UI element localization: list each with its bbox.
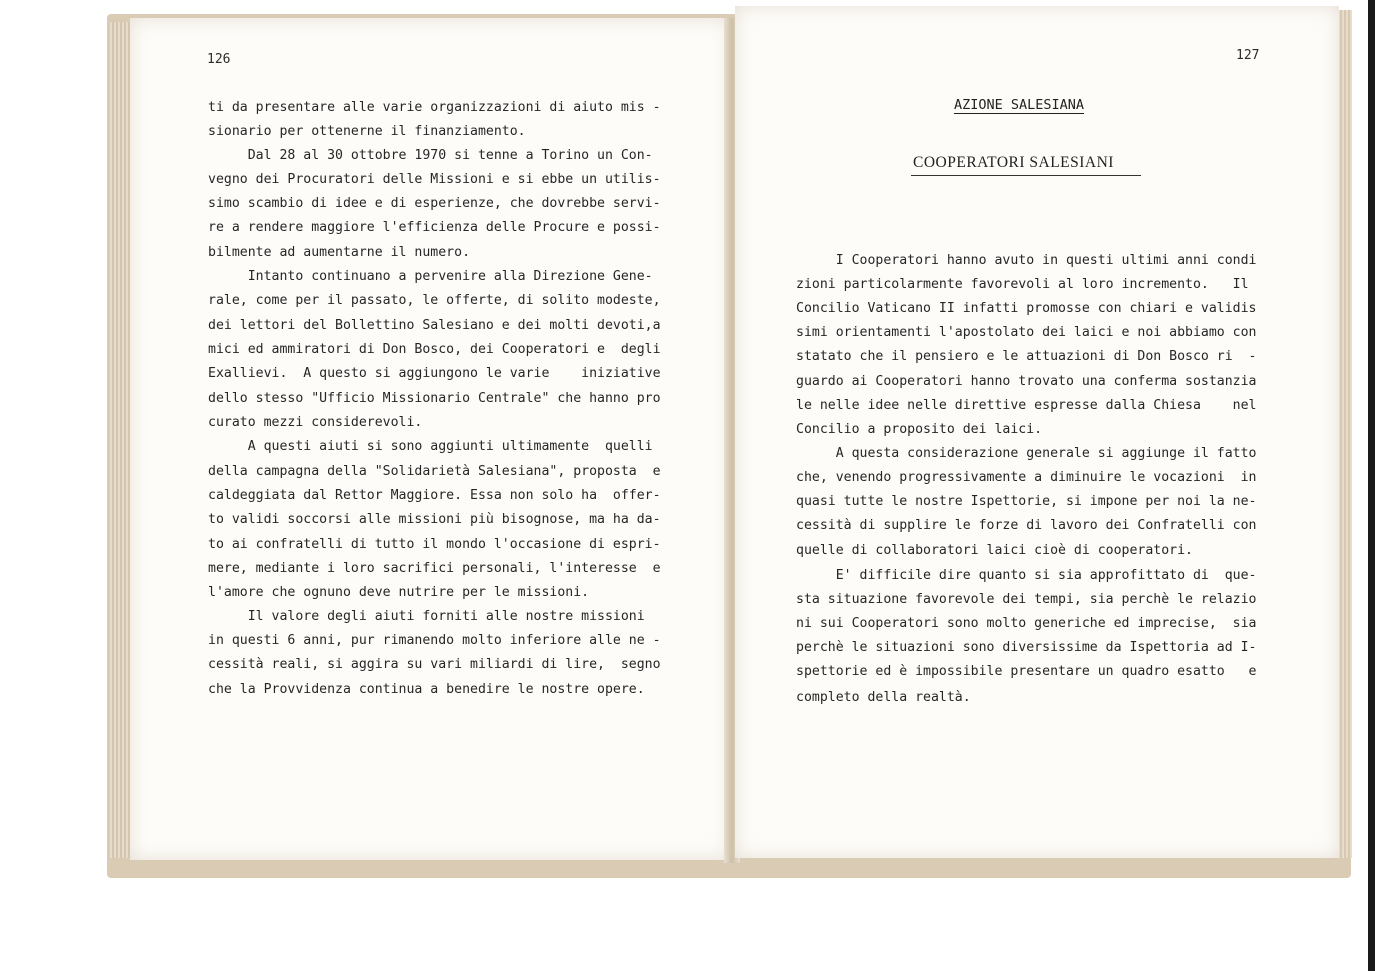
scan-edge (1368, 0, 1375, 971)
left-line-14: curato mezzi considerevoli. (208, 415, 423, 430)
left-line-15: A questi aiuti si sono aggiunti ultimamente quelli (208, 439, 653, 454)
left-line-7: bilmente ad aumentarne il numero. (208, 245, 471, 260)
section-title: AZIONE SALESIANA (954, 97, 1085, 113)
left-page-number: 126 (207, 52, 231, 67)
left-line-18: to validi soccorsi alle missioni più bisognose, ma ha da- (208, 512, 661, 527)
right-page-number: 127 (1236, 48, 1260, 63)
right-line-13: quelle di collaboratori laici cioè di cooperatori. (796, 543, 1193, 558)
right-line-2: zioni particolarmente favorevoli al loro incremento. Il (796, 277, 1249, 292)
left-line-2: sionario per ottenerne il finanziamento. (208, 124, 526, 139)
right-line-9: A questa considerazione generale si aggiunge il fatto (796, 446, 1257, 461)
left-line-10: dei lettori del Bollettino Salesiano e dei molti devoti,a (208, 318, 661, 333)
left-line-11: mici ed ammiratori di Don Bosco, dei Cooperatori e degli (208, 342, 661, 357)
left-line-9: rale, come per il passato, le offerte, di solito modeste, (208, 293, 661, 308)
left-line-21: l'amore che ognuno deve nutrire per le missioni. (208, 585, 590, 600)
right-line-19: completo della realtà. (796, 690, 971, 705)
right-line-4: simi orientamenti l'apostolato dei laici e noi abbiamo con (796, 325, 1257, 340)
left-line-4: vegno dei Procuratori delle Missioni e si ebbe un utilis- (208, 172, 661, 187)
page-edges-left (110, 22, 132, 858)
right-line-1: I Cooperatori hanno avuto in questi ultimi anni condi (796, 253, 1257, 268)
left-line-16: della campagna della "Solidarietà Salesiana", proposta e (208, 464, 661, 479)
right-line-15: sta situazione favorevole dei tempi, sia perchè le relazio (796, 592, 1257, 607)
left-line-17: caldeggiata dal Rettor Maggiore. Essa non solo ha offer- (208, 488, 661, 503)
left-line-22: Il valore degli aiuti forniti alle nostre missioni (208, 609, 645, 624)
right-line-12: cessità di supplire le forze di lavoro dei Confratelli con (796, 518, 1257, 533)
right-line-18: spettorie ed è impossibile presentare un quadro esatto e (796, 664, 1257, 679)
right-line-11: quasi tutte le nostre Ispettorie, si impone per noi la ne- (796, 494, 1257, 509)
right-line-14: E' difficile dire quanto si sia approfittato di que- (796, 568, 1257, 583)
left-line-5: simo scambio di idee e di esperienze, che dovrebbe servi- (208, 196, 661, 211)
right-line-10: che, venendo progressivamente a diminuire le vocazioni in (796, 470, 1257, 485)
left-line-20: mere, mediante i loro sacrifici personali, l'interesse e (208, 561, 661, 576)
right-line-8: Concilio a proposito dei laici. (796, 422, 1043, 437)
right-line-17: perchè le situazioni sono diversissime da Ispettoria ad I- (796, 640, 1257, 655)
right-line-6: guardo ai Cooperatori hanno trovato una conferma sostanzia (796, 374, 1257, 389)
left-line-6: re a rendere maggiore l'efficienza delle Procure e possi- (208, 220, 661, 235)
right-line-3: Concilio Vaticano II infatti promosse con chiari e validis (796, 301, 1257, 316)
left-line-8: Intanto continuano a pervenire alla Direzione Gene- (208, 269, 653, 284)
left-line-13: dello stesso "Ufficio Missionario Centrale" che hanno pro (208, 391, 661, 406)
left-line-12: Exallievi. A questo si aggiungono le varie iniziative (208, 366, 661, 381)
chapter-title-rule (911, 175, 1141, 176)
left-line-19: to ai confratelli di tutto il mondo l'occasione di espri- (208, 537, 661, 552)
left-line-3: Dal 28 al 30 ottobre 1970 si tenne a Torino un Con- (208, 148, 653, 163)
right-line-5: statato che il pensiero e le attuazioni di Don Bosco ri - (796, 349, 1257, 364)
right-line-7: le nelle idee nelle direttive espresse dalla Chiesa nel (796, 398, 1257, 413)
left-line-25: che la Provvidenza continua a benedire le nostre opere. (208, 682, 645, 697)
chapter-title: COOPERATORI SALESIANI (913, 154, 1114, 171)
left-line-23: in questi 6 anni, pur rimanendo molto inferiore alle ne - (208, 633, 661, 648)
left-line-1: ti da presentare alle varie organizzazioni di aiuto mis - (208, 100, 661, 115)
left-line-24: cessità reali, si aggira su vari miliardi di lire, segno (208, 657, 661, 672)
right-line-16: ni sui Cooperatori sono molto generiche ed imprecise, sia (796, 616, 1257, 631)
